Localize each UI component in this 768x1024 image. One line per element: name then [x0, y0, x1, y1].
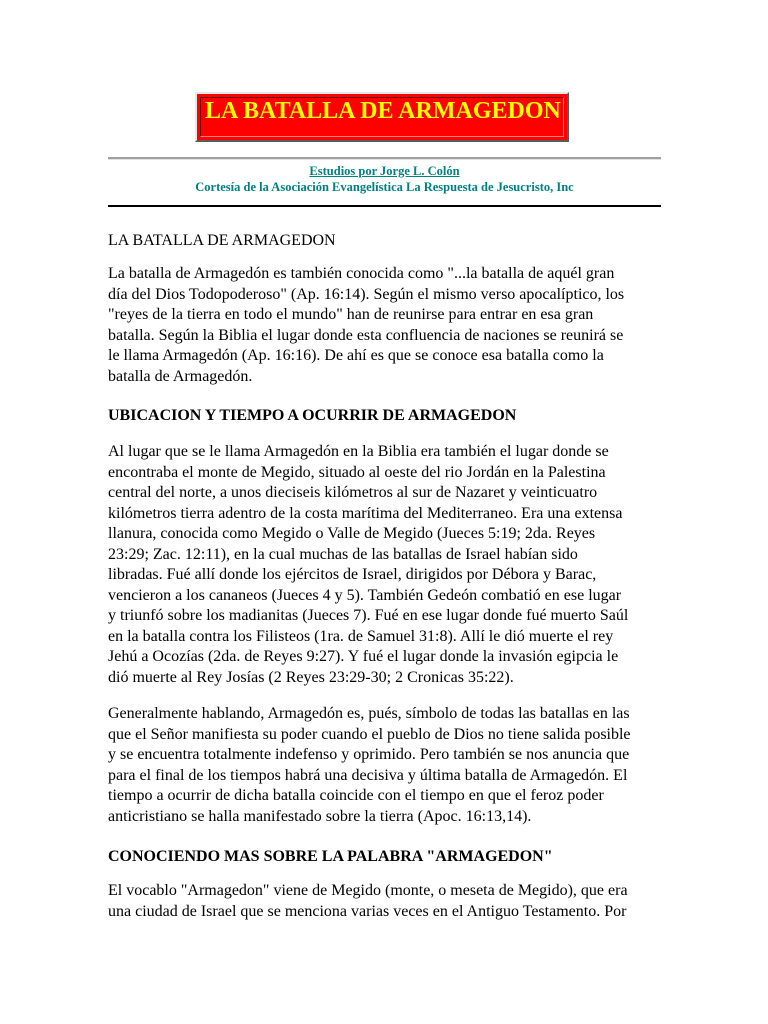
text-line: central del norte, a unos dieciseis kilómetros al sur de Nazaret y veinticuatro	[108, 484, 598, 501]
text-line: para el final de los tiempos habrá una decisiva y última batalla de Armagedón. El	[108, 766, 628, 784]
paragraph	[108, 704, 668, 827]
text-line: en la batalla contra los Filisteos (1ra. de Samuel 31:8). Allí le dió muerte el rey	[108, 627, 614, 645]
text-line: batalla de Armagedón.	[108, 367, 253, 385]
text-line: libradas. Fué allí donde los ejércitos de Israel, dirigidos por Débora y Barac,	[108, 566, 597, 583]
paragraph	[108, 881, 668, 922]
text-line: que el Señor manifiesta su poder cuando el pueblo de Dios no tiene salida posible	[108, 725, 631, 743]
text-line: anticristiano se halla manifestado sobre la tierra (Apoc. 16:13,14).	[108, 807, 532, 825]
text-line: dió muerte al Rey Josías (2 Reyes 23:29-30; 2 Cronicas 35:22).	[108, 668, 514, 686]
section-heading-batalla: LA BATALLA DE ARMAGEDON	[108, 232, 336, 249]
section-heading-ubicacion: UBICACION Y TIEMPO A OCURRIR DE ARMAGEDON	[108, 407, 517, 424]
text-line: y se encuentra totalmente indefenso y oprimido. Pero también se nos anuncia que	[108, 746, 630, 763]
text-line: vencieron a los cananeos (Jueces 4 y 5). También Gedeón combatió en ese lugar	[108, 586, 622, 604]
text-line: le llama Armagedón (Ap. 16:16). De ahí es que se conoce esa batalla como la	[108, 347, 604, 364]
text-line: 23:29; Zac. 12:11), en la cual muchas de las batallas de Israel habían sido	[108, 545, 578, 563]
text-line: Generalmente hablando, Armagedón es, pués, símbolo de todas las batallas en las	[108, 705, 630, 722]
text-line: llanura, conocida como Megido o Valle de Megido (Jueces 5:19; 2da. Reyes	[108, 525, 596, 542]
paragraph	[108, 442, 668, 688]
courtesy-line: Cortesía de la Asociación Evangelística La Respuesta de Jesucristo, Inc	[195, 180, 574, 194]
page-title: LA BATALLA DE ARMAGEDON	[205, 98, 561, 124]
text-line: La batalla de Armagedón es también conocida como "...la batalla de aquél gran	[108, 265, 615, 282]
bottom-divider	[108, 205, 661, 207]
top-divider	[108, 157, 661, 160]
text-line: kilómetros tierra adentro de la costa marítima del Mediterraneo. Era una extensa	[108, 504, 623, 522]
section-heading-conociendo: CONOCIENDO MAS SOBRE LA PALABRA "ARMAGEDON"	[108, 848, 553, 865]
text-line: El vocablo "Armagedon" viene de Megido (monte, o meseta de Megido), que era	[108, 882, 628, 899]
title-banner	[195, 92, 569, 142]
text-line: "reyes de la tierra en todo el mundo" han de reunirse para entrar en esa gran	[108, 306, 594, 323]
author-link[interactable]: Estudios por Jorge L. Colón	[309, 164, 460, 178]
text-line: Jehú a Ocozías (2da. de Reyes 9:27). Y fué el lugar donde la invasión egipcia le	[108, 648, 619, 665]
text-line: tiempo a ocurrir de dicha batalla coincide con el tiempo en que el feroz poder	[108, 787, 604, 804]
text-line: una ciudad de Israel que se menciona varias veces en el Antiguo Testamento. Por	[108, 902, 627, 920]
paragraph	[108, 264, 668, 387]
text-line: y triunfó sobre los madianitas (Jueces 7). Fué en ese lugar donde fué muerto Saúl	[108, 607, 629, 624]
text-line: día del Dios Todopoderoso" (Ap. 16:14). Según el mismo verso apocalíptico, los	[108, 285, 625, 303]
text-line: Al lugar que se le llama Armagedón en la Biblia era también el lugar donde se	[108, 443, 609, 460]
text-line: encontraba el monte de Megido, situado al oeste del rio Jordán en la Palestina	[108, 463, 606, 481]
text-line: batalla. Según la Biblia el lugar donde esta confluencia de naciones se reunirá se	[108, 326, 624, 344]
